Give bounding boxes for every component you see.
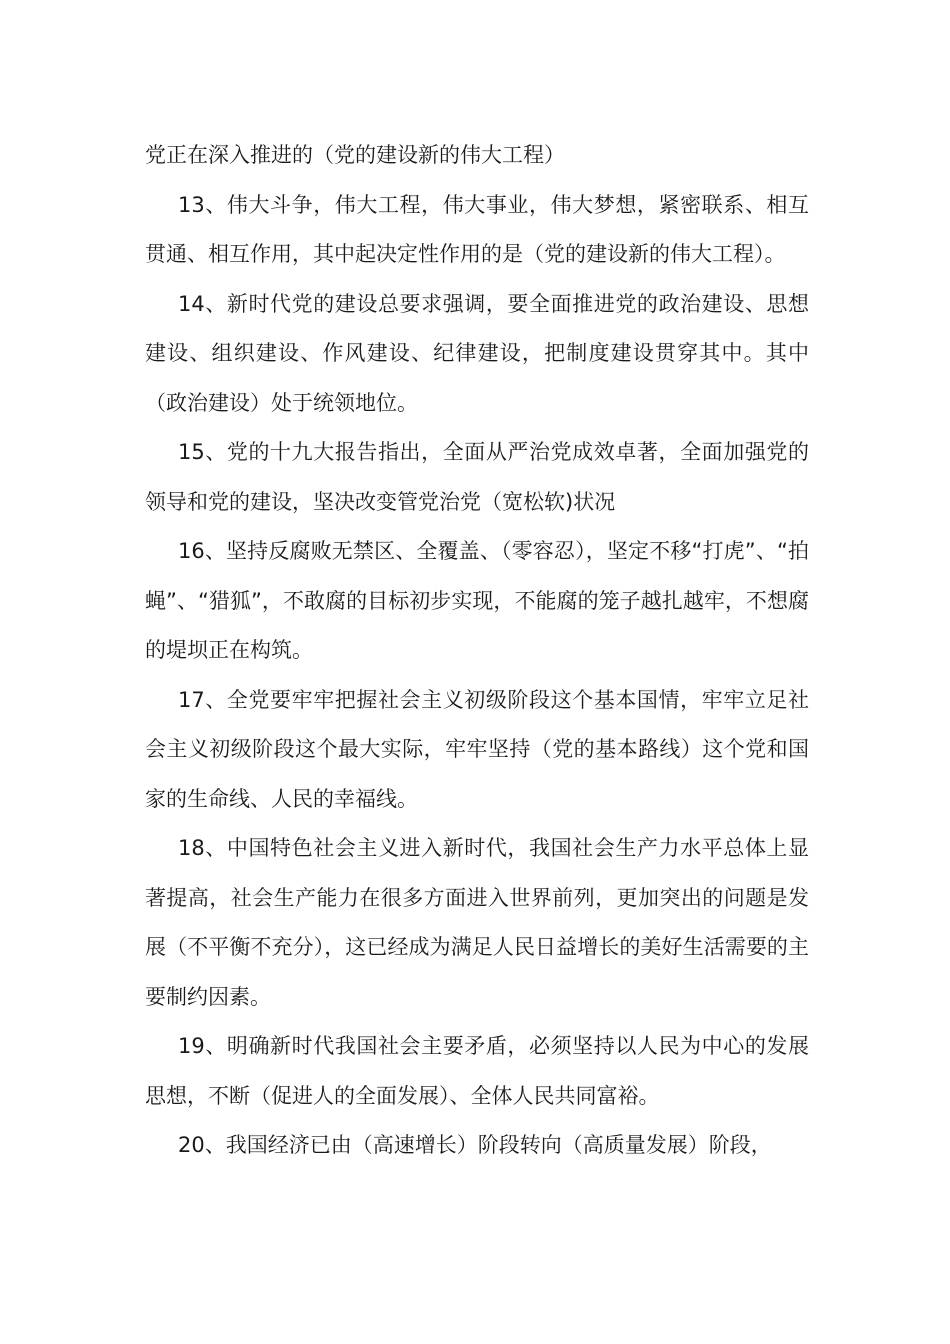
paragraph-20: 20、我国经济已由（高速增长）阶段转向（高质量发展）阶段，	[178, 1133, 772, 1157]
document-body	[145, 131, 809, 1171]
paragraph-19: 19、明确新时代我国社会主要矛盾，必须坚持以人民为中心的发展思想，不断（促进人的全面发展）、全体人民共同富裕。	[145, 1034, 809, 1108]
paragraph-16: 16、坚持反腐败无禁区、全覆盖、（零容忍），坚定不移“打虎”、“拍蝇”、“猎狐”，不敢腐的目标初步实现，不能腐的笼子越扎越牢，不想腐的堤坝正在构筑。	[145, 539, 809, 662]
paragraph-14: 14、新时代党的建设总要求强调，要全面推进党的政治建设、思想建设、组织建设、作风建设、纪律建设，把制度建设贯穿其中。其中（政治建设）处于统领地位。	[145, 291, 809, 415]
paragraph-12-continuation: 党正在深入推进的（党的建设新的伟大工程）	[145, 143, 565, 167]
paragraph-13: 13、伟大斗争，伟大工程，伟大事业，伟大梦想，紧密联系、相互贯通、相互作用，其中起决定性作用的是（党的建设新的伟大工程）。	[145, 192, 809, 266]
paragraph-15: 15、党的十九大报告指出，全面从严治党成效卓著，全面加强党的领导和党的建设，坚决改变管党治党（宽松软)状况	[145, 440, 809, 514]
paragraph-17: 17、全党要牢牢把握社会主义初级阶段这个基本国情，牢牢立足社会主义初级阶段这个最大实际，牢牢坚持（党的基本路线）这个党和国家的生命线、人民的幸福线。	[145, 687, 809, 811]
paragraph-18: 18、中国特色社会主义进入新时代，我国社会生产力水平总体上显著提高，社会生产能力在很多方面进入世界前列，更加突出的问题是发展（不平衡不充分），这已经成为满足人民日益增长的美好生活需要的主要制约因素。	[145, 836, 809, 1009]
